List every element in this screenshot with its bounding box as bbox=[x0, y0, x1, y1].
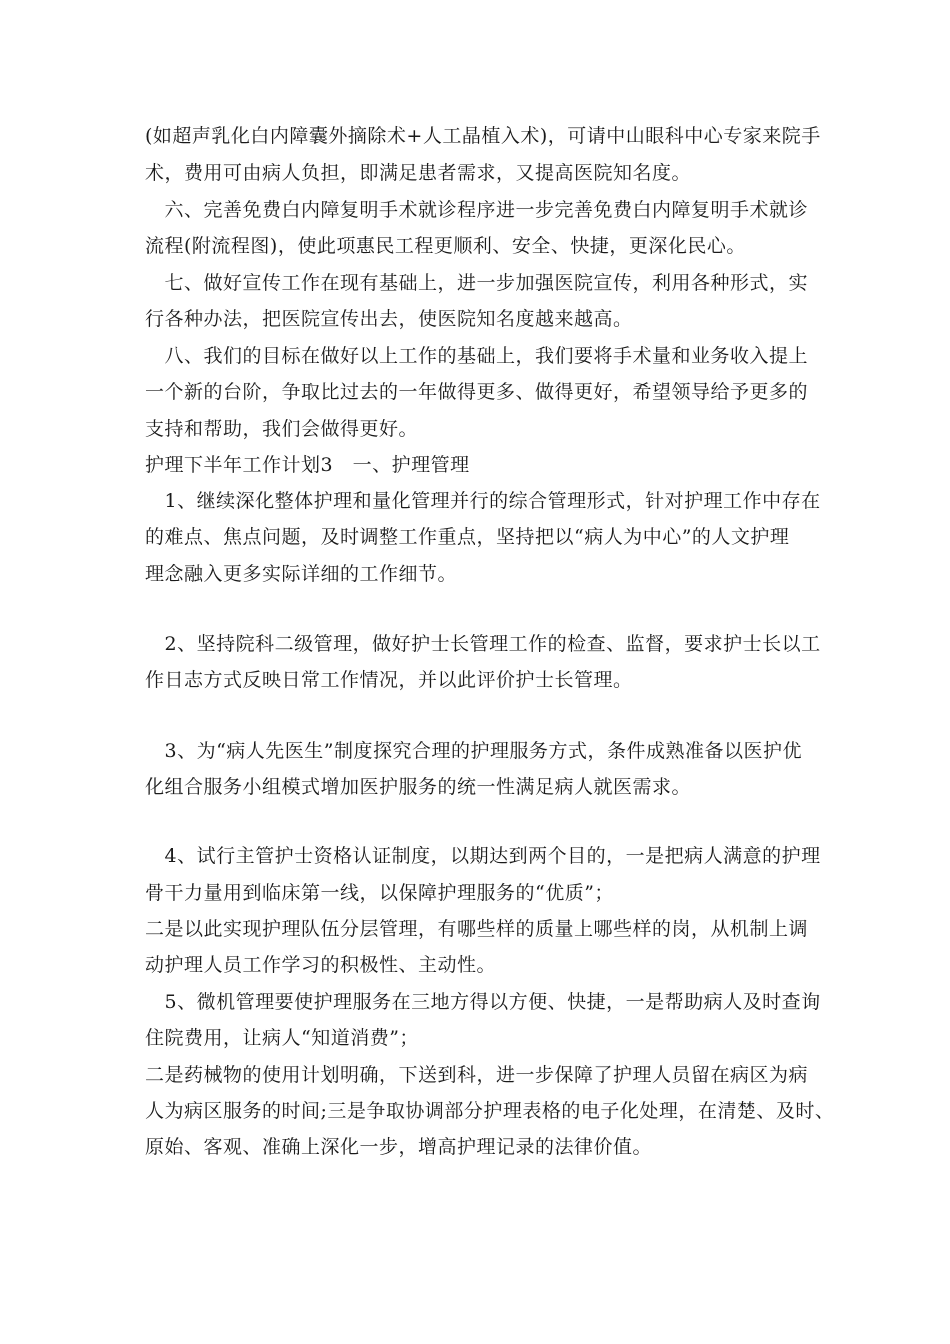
text-line: 支持和帮助，我们会做得更好。 bbox=[145, 418, 419, 440]
text-line: 作日志方式反映日常工作情况，并以此评价护士长管理。 bbox=[145, 669, 633, 691]
text-line: 动护理人员工作学习的积极性、主动性。 bbox=[145, 954, 497, 976]
text-line: 住院费用，让病人“知道消费”； bbox=[145, 1027, 419, 1049]
text-line: 3、为“病人先医生”制度探究合理的护理服务方式，条件成熟准备以医护优 bbox=[145, 740, 803, 762]
text-line: 一个新的台阶，争取比过去的一年做得更多、做得更好，希望领导给予更多的 bbox=[145, 381, 809, 403]
text-line: 六、完善免费白内障复明手术就诊程序进一步完善免费白内障复明手术就诊 bbox=[145, 199, 809, 221]
text-line: 2、坚持院科二级管理，做好护士长管理工作的检查、监督，要求护士长以工 bbox=[145, 633, 821, 655]
text-line: 4、试行主管护士资格认证制度，以期达到两个目的，一是把病人满意的护理 bbox=[145, 845, 821, 867]
text-line: 5、微机管理要使护理服务在三地方得以方便、快捷，一是帮助病人及时查询 bbox=[145, 991, 821, 1013]
text-line: 原始、客观、准确上深化一步，增高护理记录的法律价值。 bbox=[145, 1136, 653, 1158]
text-line: 人为病区服务的时间;三是争取协调部分护理表格的电子化处理，在清楚、及时、 bbox=[145, 1100, 835, 1122]
text-line: 术，费用可由病人负担，即满足患者需求，又提高医院知名度。 bbox=[145, 162, 692, 184]
text-line: 理念融入更多实际详细的工作细节。 bbox=[145, 563, 458, 585]
section-heading: 护理下半年工作计划3 一、护理管理 bbox=[145, 454, 470, 476]
text-line: (如超声乳化白内障囊外摘除术+人工晶植入术)，可请中山眼科中心专家来院手 bbox=[145, 125, 821, 147]
text-line: 二是药械物的使用计划明确，下送到科，进一步保障了护理人员留在病区为病 bbox=[145, 1064, 809, 1086]
text-line: 行各种办法，把医院宣传出去，使医院知名度越来越高。 bbox=[145, 308, 633, 330]
text-line: 1、继续深化整体护理和量化管理并行的综合管理形式，针对护理工作中存在 bbox=[145, 490, 821, 512]
text-line: 流程(附流程图)，使此项惠民工程更顺利、安全、快捷，更深化民心。 bbox=[145, 235, 746, 257]
text-line: 骨干力量用到临床第一线，以保障护理服务的“优质”； bbox=[145, 882, 614, 904]
text-line: 七、做好宣传工作在现有基础上，进一步加强医院宣传，利用各种形式，实 bbox=[145, 272, 809, 294]
text-line: 的难点、焦点问题，及时调整工作重点，坚持把以“病人为中心”的人文护理 bbox=[145, 526, 790, 548]
text-line: 化组合服务小组模式增加医护服务的统一性满足病人就医需求。 bbox=[145, 776, 692, 798]
text-line: 二是以此实现护理队伍分层管理，有哪些样的质量上哪些样的岗，从机制上调 bbox=[145, 918, 809, 940]
text-line: 八、我们的目标在做好以上工作的基础上，我们要将手术量和业务收入提上 bbox=[145, 345, 809, 367]
